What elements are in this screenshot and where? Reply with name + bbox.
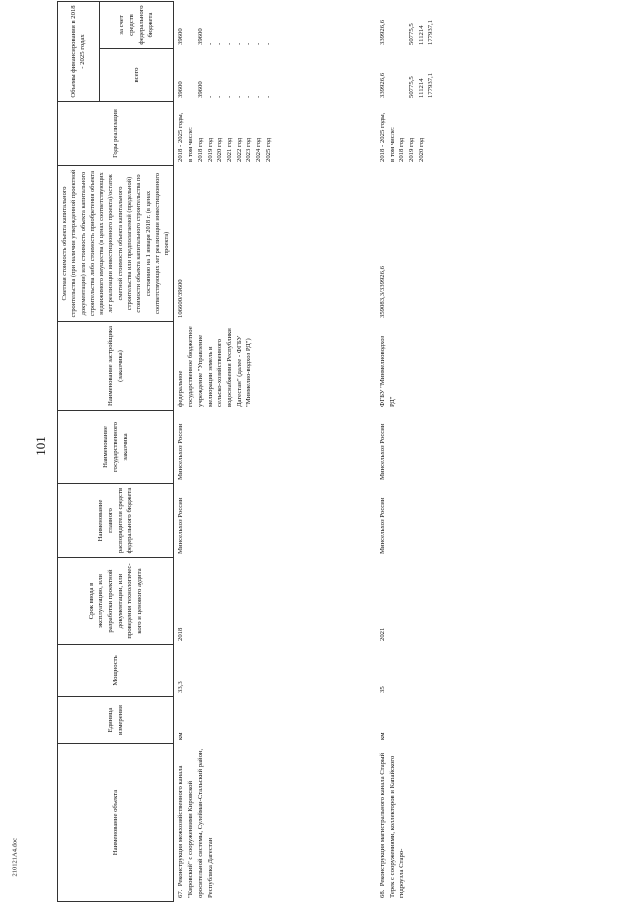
row-number: 67.	[177, 889, 185, 898]
estimated-cost-cell: 106600/39600	[177, 279, 185, 318]
total-value	[388, 52, 398, 98]
federal-value	[388, 5, 398, 46]
header-capacity: Мощность	[58, 645, 174, 697]
total-value	[186, 52, 196, 98]
header-estimated-cost: Сметная стоимость объекта капитального строительства (при наличии утвержденной проектной документации) или стоимость объекта капитального строительства либо стоимость приобретения объекта недвижимого имущества (в ценах соответствующих лет реализации инвестиционного проекта)/остаток сметной стоимости объекта капитального строительства или предполагаемой (предельной) стоимости объекта капитального строительства по состоянию на 1 января 2018 г. (в ценах соответствующих лет реализации инвестиционного проекта)	[58, 166, 174, 322]
developer-cell: ФГБУ "Минмелиоводхоз РД"	[378, 335, 396, 407]
year-label: 2019 год	[408, 137, 416, 162]
deadline-cell: 2021	[378, 627, 386, 641]
year-label: 2021 год	[225, 137, 233, 162]
rotated-table-container	[57, 2, 637, 902]
total-value: 50775,5	[408, 76, 416, 98]
year-label: 2020 год	[417, 137, 425, 162]
federal-value: 177937,1	[427, 19, 435, 45]
header-funding-group: Объемы финансирования в 2018 - 2025 годах	[58, 2, 100, 102]
header-developer: Наименование застройщика (заказчика)	[58, 322, 174, 411]
state-customer-cell: Минсельхоз России	[378, 423, 386, 480]
federal-value: 339926,6	[378, 19, 386, 45]
main-manager-cell: Минсельхоз России	[177, 497, 185, 554]
year-label: 2018 - 2025 годы,	[177, 112, 185, 162]
total-value: -	[216, 95, 224, 98]
year-label: 2022 год	[235, 137, 243, 162]
total-value: -	[264, 95, 272, 98]
header-main-manager: Наименование главного распорядителя средств федерального бюджета	[58, 484, 174, 558]
developer-cell: федеральное государственное бюджетное учреждение "Управление мелиорации земель и сельско-хозяйственного водоснабжения Республики Дагестан" (далее - ФГБУ "Минмелио-водхоз РД")	[177, 326, 253, 407]
funding-table	[57, 1, 438, 902]
header-total: всего	[99, 49, 174, 102]
object-name-cell	[174, 744, 376, 902]
deadline-cell: 2018	[177, 627, 185, 641]
total-cell	[174, 49, 376, 102]
state-customer-cell: Минсельхоз России	[177, 423, 185, 480]
object-name: Реконструкция межхозяйственного канала "Кировский" с сооружениями Кировской оросительной системы, Сулейман-Стальский район, Республика Дагестан	[177, 748, 214, 898]
object-name: Реконструкция магистрального канала Старый Терек с сооружениями, коллекторов и Капайского гидроузла Старо-	[378, 752, 406, 898]
total-value: 177937,1	[427, 72, 435, 98]
federal-value: -	[245, 42, 253, 45]
federal-value	[397, 5, 407, 46]
federal-cell	[174, 2, 376, 49]
total-value: -	[255, 95, 263, 98]
header-deadline: Срок ввода в эксплуатацию, или разработки проектной документации, или проведения технологичес-кого и ценового аудита	[58, 558, 174, 645]
federal-value: -	[225, 42, 233, 45]
year-label: 2018 год	[398, 137, 406, 162]
total-cell	[376, 49, 438, 102]
table-row	[376, 2, 438, 902]
total-value: 111214	[417, 78, 425, 98]
unit-cell: км	[177, 732, 185, 740]
federal-value: -	[216, 42, 224, 45]
federal-value: 39600	[196, 28, 204, 45]
header-state-customer: Наименование государственного заказчика	[58, 411, 174, 484]
year-label: в том числе:	[187, 127, 195, 162]
federal-cell	[376, 2, 438, 49]
unit-cell: км	[378, 732, 386, 740]
total-value: 39600	[177, 81, 185, 98]
federal-value: -	[264, 42, 272, 45]
total-value: -	[206, 95, 214, 98]
federal-value: 39600	[177, 28, 185, 45]
year-label: в том числе:	[388, 127, 396, 162]
federal-value: 111214	[417, 25, 425, 45]
header-federal: за счет средств федерального бюджета	[99, 2, 174, 49]
capacity-cell: 35	[378, 686, 386, 693]
year-label: 2025 год	[264, 137, 272, 162]
year-label: 2019 год	[206, 137, 214, 162]
federal-value: -	[235, 42, 243, 45]
federal-value: -	[255, 42, 263, 45]
federal-value: -	[206, 42, 214, 45]
header-object-name: Наименование объекта	[58, 744, 174, 902]
year-label: 2023 год	[245, 137, 253, 162]
federal-value	[186, 5, 196, 46]
total-value: -	[235, 95, 243, 98]
federal-value: 50775,5	[408, 23, 416, 45]
estimated-cost-cell: 359083,3/339926,6	[378, 265, 386, 318]
table-row	[174, 2, 376, 902]
year-label: 2018 год	[196, 137, 204, 162]
year-label: 2020 год	[216, 137, 224, 162]
header-years: Годы реализации	[58, 102, 174, 166]
total-value: 339926,6	[378, 72, 386, 98]
object-name-cell	[376, 744, 438, 902]
total-value: -	[225, 95, 233, 98]
total-value	[397, 52, 407, 98]
capacity-cell: 33,3	[177, 681, 185, 693]
main-manager-cell: Минсельхоз России	[378, 497, 386, 554]
total-value: -	[245, 95, 253, 98]
year-label: 2018 - 2025 годы,	[378, 112, 386, 162]
year-label: 2024 год	[255, 137, 263, 162]
page-number: 101	[33, 436, 48, 456]
years-cell	[174, 102, 376, 166]
header-unit: Единица измерения	[58, 697, 174, 744]
row-number: 68.	[378, 889, 386, 898]
years-cell	[376, 102, 438, 166]
total-value: 39600	[196, 81, 204, 98]
footer-filename: 210121А4.doc	[11, 838, 19, 877]
